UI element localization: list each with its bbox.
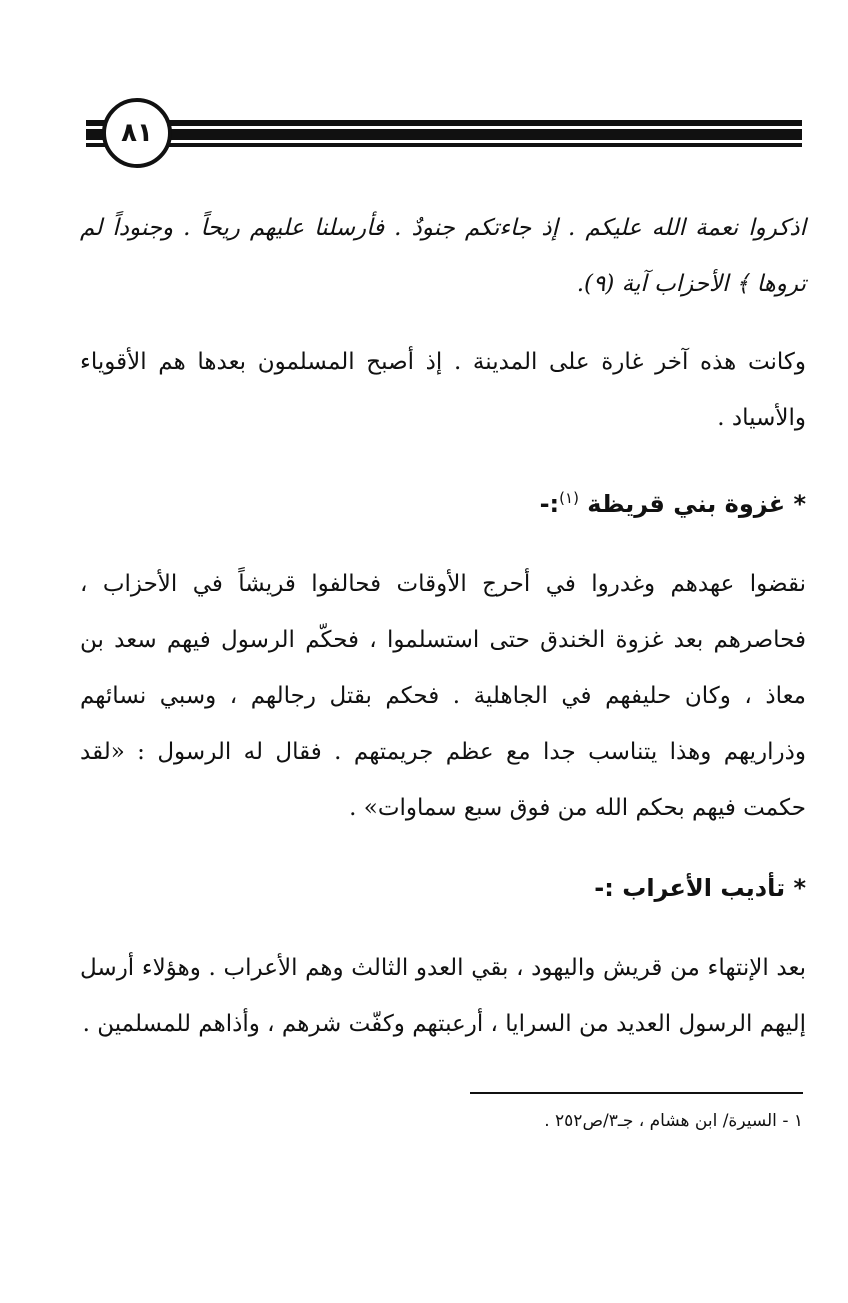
footnote: ١ - السيرة/ ابن هشام ، جـ٣/ص٢٥٢ . [544, 1111, 803, 1131]
paragraph-bani-qurayza: نقضوا عهدهم وغدروا في أحرج الأوقات فحالفوا قريشاً في الأحزاب ، فحاصرهم بعد غزوة الخندق حتى استسلموا ، فحكّم الرسول فيهم سعد بن معاذ ، وكان حليفهم في الجاهلية . فحكم بقتل رجالهم ، وسبي نسائهم وذراريهم وهذا يتناسب جدا مع عظم جريمتهم . فقال له الرسول : «لقد حكمت فيهم بحكم الله من فوق سبع سماوات» . [80, 571, 806, 821]
page-header [86, 98, 802, 174]
paragraph-ahzab-end: وكانت هذه آخر غارة على المدينة . إذ أصبح المسلمون بعدها هم الأقوياء والأسياد . [80, 349, 806, 431]
page-number-badge [102, 98, 172, 168]
header-rule-thin [86, 120, 802, 126]
heading-bani-qurayza-text: * غزوة بني قريظة [587, 490, 806, 518]
header-rule-bottom [86, 143, 802, 147]
footnote-ref: (١) [559, 489, 579, 507]
quran-verse-continuation: اذكروا نعمة الله عليكم . إذ جاءتكم جنودٌ . فأرسلنا عليهم ريحاً . وجنوداً لم تروها ﴾ الأحزاب آية (٩). [80, 215, 806, 297]
heading-bani-qurayza [80, 468, 806, 534]
heading-taadib-alarab: * تأديب الأعراب :- [594, 874, 806, 902]
page-number: ٨١ [121, 118, 153, 148]
heading-bani-qurayza-tail: :- [539, 490, 560, 518]
header-rule-thick [86, 129, 802, 140]
paragraph-taadib-alarab: بعد الإنتهاء من قريش واليهود ، بقي العدو الثالث وهم الأعراب . وهؤلاء أرسل إليهم الرسول العديد من السرايا ، أرعبتهم وكفّت شرهم ، وأذاهم للمسلمين . [80, 955, 806, 1037]
footnote-separator [470, 1092, 803, 1094]
page-body [80, 200, 806, 1052]
